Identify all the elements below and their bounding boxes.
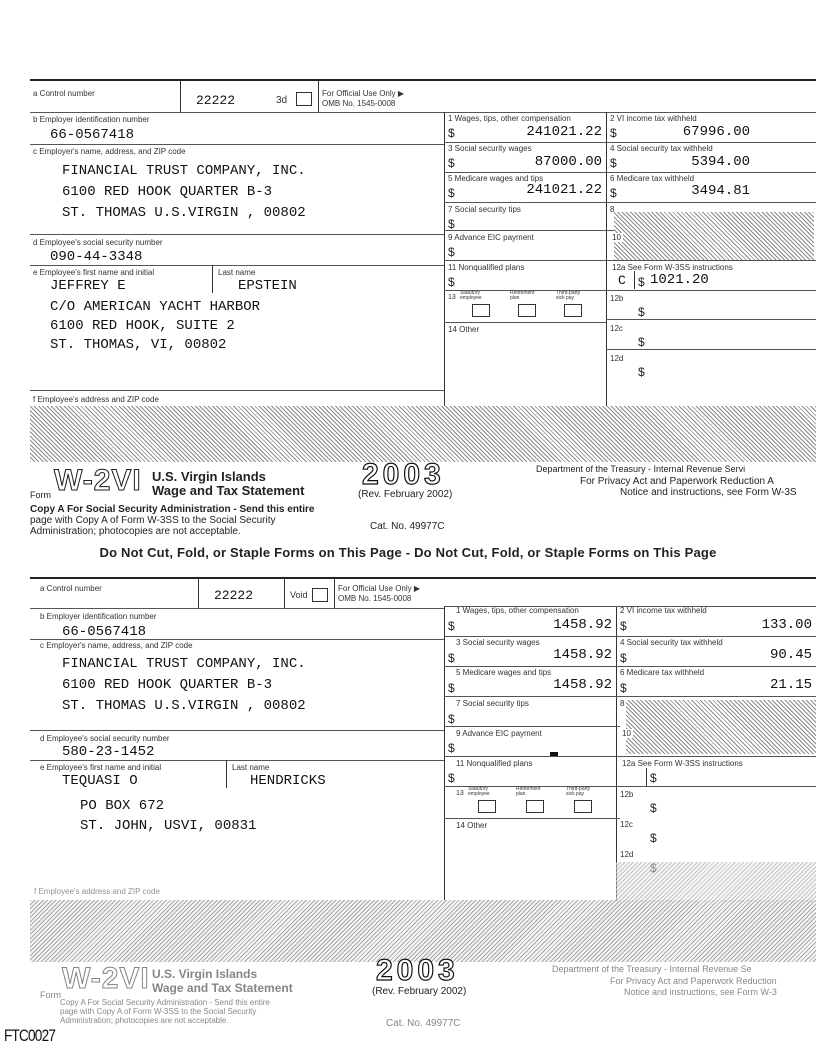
dollar-sign: $ xyxy=(638,305,645,319)
box2-label: 2 VI income tax withheld xyxy=(610,114,697,123)
divider xyxy=(444,696,816,697)
privacy-notice-line-1: For Privacy Act and Paperwork Reduction xyxy=(610,976,777,986)
box1-wages: 1458.92 xyxy=(553,617,612,633)
divider xyxy=(30,234,444,235)
dollar-sign: $ xyxy=(638,335,645,349)
divider xyxy=(30,390,444,391)
divider xyxy=(606,112,607,406)
dollar-sign: $ xyxy=(610,186,617,200)
employer-name: FINANCIAL TRUST COMPANY, INC. xyxy=(62,163,306,179)
divider xyxy=(30,730,444,731)
divider xyxy=(634,271,635,289)
employer-address: 6100 RED HOOK QUARTER B-3 xyxy=(62,677,273,693)
divider xyxy=(30,112,816,113)
divider xyxy=(444,230,614,231)
divider xyxy=(606,319,816,320)
omb-number: OMB No. 1545-0008 xyxy=(338,594,412,603)
box12d-label: 12d xyxy=(610,354,624,363)
box1-label: 1 Wages, tips, other compensation xyxy=(456,606,579,615)
divider xyxy=(30,265,444,266)
box12d-label: 12d xyxy=(620,850,634,859)
copy-a-line-3: Administration; photocopies are not acceptable. xyxy=(30,526,241,537)
employee-address-line-3: ST. THOMAS, VI, 00802 xyxy=(50,337,227,353)
dollar-sign: $ xyxy=(638,365,645,379)
employer-name: FINANCIAL TRUST COMPANY, INC. xyxy=(62,656,306,672)
employee-address-label: f Employee's address and ZIP code xyxy=(33,395,159,404)
control-number-label: a Control number xyxy=(40,584,102,593)
divider xyxy=(226,760,227,788)
dollar-sign: $ xyxy=(448,156,455,170)
box3-label: 3 Social security wages xyxy=(456,638,540,647)
form-title-line-2: Wage and Tax Statement xyxy=(152,483,305,498)
form-word: Form xyxy=(30,490,51,500)
divider xyxy=(30,639,444,640)
dollar-sign: $ xyxy=(610,126,617,140)
employee-address-line-2: ST. JOHN, USVI, 00831 xyxy=(80,818,257,834)
ssn-label: d Employee's social security number xyxy=(33,238,163,247)
first-name-label: e Employee's first name and initial xyxy=(33,268,155,277)
catalog-number: Cat. No. 49977C xyxy=(370,521,445,532)
shaded-area xyxy=(616,862,816,902)
form-title-line-2: Wage and Tax Statement xyxy=(152,981,293,995)
box10-label: 10 xyxy=(622,729,631,738)
shaded-area xyxy=(614,212,814,260)
dollar-sign: $ xyxy=(448,245,455,259)
employer-city: ST. THOMAS U.S.VIRGIN , 00802 xyxy=(62,698,306,714)
revision-date: (Rev. February 2002) xyxy=(372,986,467,997)
box12c-label: 12c xyxy=(620,820,633,829)
divider xyxy=(198,578,199,608)
box7-label: 7 Social security tips xyxy=(448,205,521,214)
last-name-label: Last name xyxy=(218,268,256,277)
dollar-sign: $ xyxy=(448,186,455,200)
void-checkbox[interactable] xyxy=(296,92,312,106)
box6-label: 6 Medicare tax withheld xyxy=(620,668,705,677)
department-treasury: Department of the Treasury - Internal Revenue Se xyxy=(552,964,752,974)
divider xyxy=(284,578,285,608)
revision-date: (Rev. February 2002) xyxy=(358,489,453,500)
dollar-sign: $ xyxy=(650,771,657,785)
divider xyxy=(606,349,816,350)
box1-label: 1 Wages, tips, other compensation xyxy=(448,114,571,123)
divider xyxy=(444,756,816,757)
official-use-label: For Official Use Only ▶ xyxy=(338,584,421,593)
copy-a-line-3: Administration; photocopies are not acceptable. xyxy=(60,1016,229,1025)
box12a-amount: 1021.20 xyxy=(650,272,709,288)
divider xyxy=(30,144,444,145)
ssn-value: 090-44-3348 xyxy=(50,249,143,265)
employer-city: ST. THOMAS U.S.VIRGIN , 00802 xyxy=(62,205,306,221)
box6-medicare-tax: 21.15 xyxy=(769,677,812,693)
form-name: W-2VI xyxy=(62,962,150,995)
third-party-sick-pay-checkbox[interactable] xyxy=(574,800,592,813)
box5-label: 5 Medicare wages and tips xyxy=(448,174,544,183)
privacy-notice-line-2: Notice and instructions, see Form W-3 xyxy=(624,987,777,997)
dollar-sign: $ xyxy=(610,156,617,170)
control-number-label: a Control number xyxy=(33,89,95,98)
employer-address: 6100 RED HOOK QUARTER B-3 xyxy=(62,184,273,200)
first-name-value: JEFFREY E xyxy=(50,278,126,294)
shaded-strip xyxy=(30,406,816,462)
box1-wages: 241021.22 xyxy=(526,124,602,140)
divider xyxy=(318,80,319,112)
box12a-code: C xyxy=(618,273,626,288)
box13-label: 13 xyxy=(456,790,464,797)
third-party-sick-pay-label: Third-party sick pay xyxy=(566,786,591,797)
box9-label: 9 Advance EIC payment xyxy=(448,233,534,242)
control-number-value: 22222 xyxy=(196,93,236,108)
dollar-sign: $ xyxy=(638,275,645,289)
box6-label: 6 Medicare tax withheld xyxy=(610,174,695,183)
do-not-cut-banner: Do Not Cut, Fold, or Staple Forms on This Page - Do Not Cut, Fold, or Staple Forms on This Page xyxy=(99,545,717,560)
divider xyxy=(30,608,444,609)
third-party-sick-pay-label: Third-party sick pay xyxy=(556,290,581,301)
form-title-line-1: U.S. Virgin Islands xyxy=(152,967,258,981)
box4-ss-tax: 5394.00 xyxy=(691,154,750,170)
retirement-plan-checkbox[interactable] xyxy=(526,800,544,813)
box5-label: 5 Medicare wages and tips xyxy=(456,668,552,677)
box4-label: 4 Social security tax withheld xyxy=(620,638,723,647)
box14-label: 14 Other xyxy=(456,821,488,830)
retirement-plan-checkbox[interactable] xyxy=(518,304,536,317)
box5-medicare-wages: 1458.92 xyxy=(553,677,612,693)
divider xyxy=(444,786,816,787)
dollar-sign: $ xyxy=(448,126,455,140)
divider xyxy=(444,818,620,819)
box6-medicare-tax: 3494.81 xyxy=(691,183,750,199)
divider xyxy=(334,578,335,608)
official-use-label: For Official Use Only ▶ xyxy=(322,89,405,98)
divider xyxy=(444,726,620,727)
first-name-label: e Employee's first name and initial xyxy=(40,763,162,772)
dollar-sign: $ xyxy=(620,681,627,695)
employer-label: c Employer's name, address, and ZIP code xyxy=(40,641,193,650)
third-party-sick-pay-checkbox[interactable] xyxy=(564,304,582,317)
privacy-notice-line-1: For Privacy Act and Paperwork Reduction A xyxy=(580,476,774,487)
statutory-employee-label: Statutory employee xyxy=(460,290,482,301)
privacy-notice-line-2: Notice and instructions, see Form W-3S xyxy=(620,487,797,498)
divider xyxy=(444,202,816,203)
box11-label: 11 Nonqualified plans xyxy=(456,759,533,768)
box12c-label: 12c xyxy=(610,324,623,333)
divider xyxy=(616,606,617,900)
last-name-value: EPSTEIN xyxy=(238,278,297,294)
divider xyxy=(444,142,816,143)
box2-vi-tax: 67996.00 xyxy=(682,124,750,140)
form1-top-border xyxy=(30,79,816,81)
retirement-plan-label: Retirement plan xyxy=(510,290,535,301)
statutory-employee-label: Statutory employee xyxy=(468,786,490,797)
shaded-area xyxy=(626,700,816,754)
dollar-sign: $ xyxy=(650,831,657,845)
box9-label: 9 Advance EIC payment xyxy=(456,729,542,738)
box3-ss-wages: 1458.92 xyxy=(553,647,612,663)
dollar-sign: $ xyxy=(448,651,455,665)
copy-a-line-2: page with Copy A of Form W-3SS to the Social Security xyxy=(30,515,276,526)
dollar-sign: $ xyxy=(448,619,455,633)
divider xyxy=(444,290,816,291)
dollar-sign: $ xyxy=(448,712,455,726)
box3-label: 3 Social security wages xyxy=(448,144,532,153)
box4-label: 4 Social security tax withheld xyxy=(610,144,713,153)
box14-label: 14 Other xyxy=(448,325,480,334)
employee-address-line-2: 6100 RED HOOK, SUITE 2 xyxy=(50,318,235,334)
box2-label: 2 VI income tax withheld xyxy=(620,606,707,615)
dollar-sign: $ xyxy=(448,681,455,695)
ein-label: b Employer identification number xyxy=(33,115,150,124)
box8-label: 8 xyxy=(610,205,615,214)
box8-label: 8 xyxy=(620,699,625,708)
box12b-label: 12b xyxy=(620,790,634,799)
divider xyxy=(444,322,606,323)
void-label: Void xyxy=(290,590,308,600)
box5-medicare-wages: 241021.22 xyxy=(526,182,602,198)
box13-label: 13 xyxy=(448,294,456,301)
statutory-employee-checkbox[interactable] xyxy=(478,800,496,813)
statutory-employee-checkbox[interactable] xyxy=(472,304,490,317)
copy-a-line-1: Copy A For Social Security Administration - Send this entire xyxy=(30,504,315,515)
box2-vi-tax: 133.00 xyxy=(761,617,812,633)
divider xyxy=(444,606,445,900)
control-number-value: 22222 xyxy=(214,588,254,603)
divider xyxy=(212,265,213,293)
divider xyxy=(180,80,181,112)
box12a-label: 12a See Form W-3SS instructions xyxy=(612,263,733,272)
copy-a-line-1: Copy A For Social Security Administration - Send this entire xyxy=(60,998,270,1007)
employee-address-line-1: C/O AMERICAN YACHT HARBOR xyxy=(50,299,261,315)
employer-label: c Employer's name, address, and ZIP code xyxy=(33,147,186,156)
box12b-label: 12b xyxy=(610,294,624,303)
department-treasury: Department of the Treasury - Internal Revenue Servi xyxy=(536,464,746,474)
tax-year: 2003 xyxy=(376,954,459,987)
last-name-label: Last name xyxy=(232,763,270,772)
box12a-label: 12a See Form W-3SS instructions xyxy=(622,759,743,768)
dollar-sign: $ xyxy=(620,651,627,665)
form2-top-border xyxy=(30,577,816,579)
last-name-value: HENDRICKS xyxy=(250,773,326,789)
box4-ss-tax: 90.45 xyxy=(769,647,812,663)
void-label: 3d xyxy=(276,95,288,106)
divider xyxy=(444,260,816,261)
ein-value: 66-0567418 xyxy=(50,127,135,143)
form-word: Form xyxy=(40,990,61,1000)
dollar-sign: $ xyxy=(448,217,455,231)
box11-label: 11 Nonqualified plans xyxy=(448,263,525,272)
divider xyxy=(444,666,816,667)
divider xyxy=(30,760,444,761)
dollar-sign: $ xyxy=(448,771,455,785)
ssn-label: d Employee's social security number xyxy=(40,734,170,743)
dollar-sign: $ xyxy=(620,619,627,633)
ein-label: b Employer identification number xyxy=(40,612,157,621)
box3-ss-wages: 87000.00 xyxy=(534,154,602,170)
divider xyxy=(444,112,445,406)
box10-label: 10 xyxy=(612,233,621,242)
form-name: W-2VI xyxy=(54,464,142,497)
divider xyxy=(444,636,816,637)
first-name-value: TEQUASI O xyxy=(62,773,138,789)
catalog-number: Cat. No. 49977C xyxy=(386,1018,461,1029)
shaded-strip xyxy=(30,900,816,962)
retirement-plan-label: Retirement plan xyxy=(516,786,541,797)
form-title-line-1: U.S. Virgin Islands xyxy=(152,469,266,484)
box7-label: 7 Social security tips xyxy=(456,699,529,708)
tax-year: 2003 xyxy=(362,458,445,491)
dollar-sign: $ xyxy=(448,741,455,755)
copy-a-line-2: page with Copy A of Form W-3SS to the Social Security xyxy=(60,1007,257,1016)
dollar-sign: $ xyxy=(650,801,657,815)
bates-number: FTC0027 xyxy=(4,1026,56,1045)
dollar-sign: $ xyxy=(448,275,455,289)
employee-address-label: f Employee's address and ZIP code xyxy=(34,887,160,896)
divider xyxy=(646,768,647,786)
employee-address-line-1: PO BOX 672 xyxy=(80,798,165,814)
omb-number: OMB No. 1545-0008 xyxy=(322,99,396,108)
ssn-value: 580-23-1452 xyxy=(62,744,155,760)
ein-value: 66-0567418 xyxy=(62,624,147,640)
void-checkbox[interactable] xyxy=(312,588,328,602)
divider xyxy=(444,172,816,173)
